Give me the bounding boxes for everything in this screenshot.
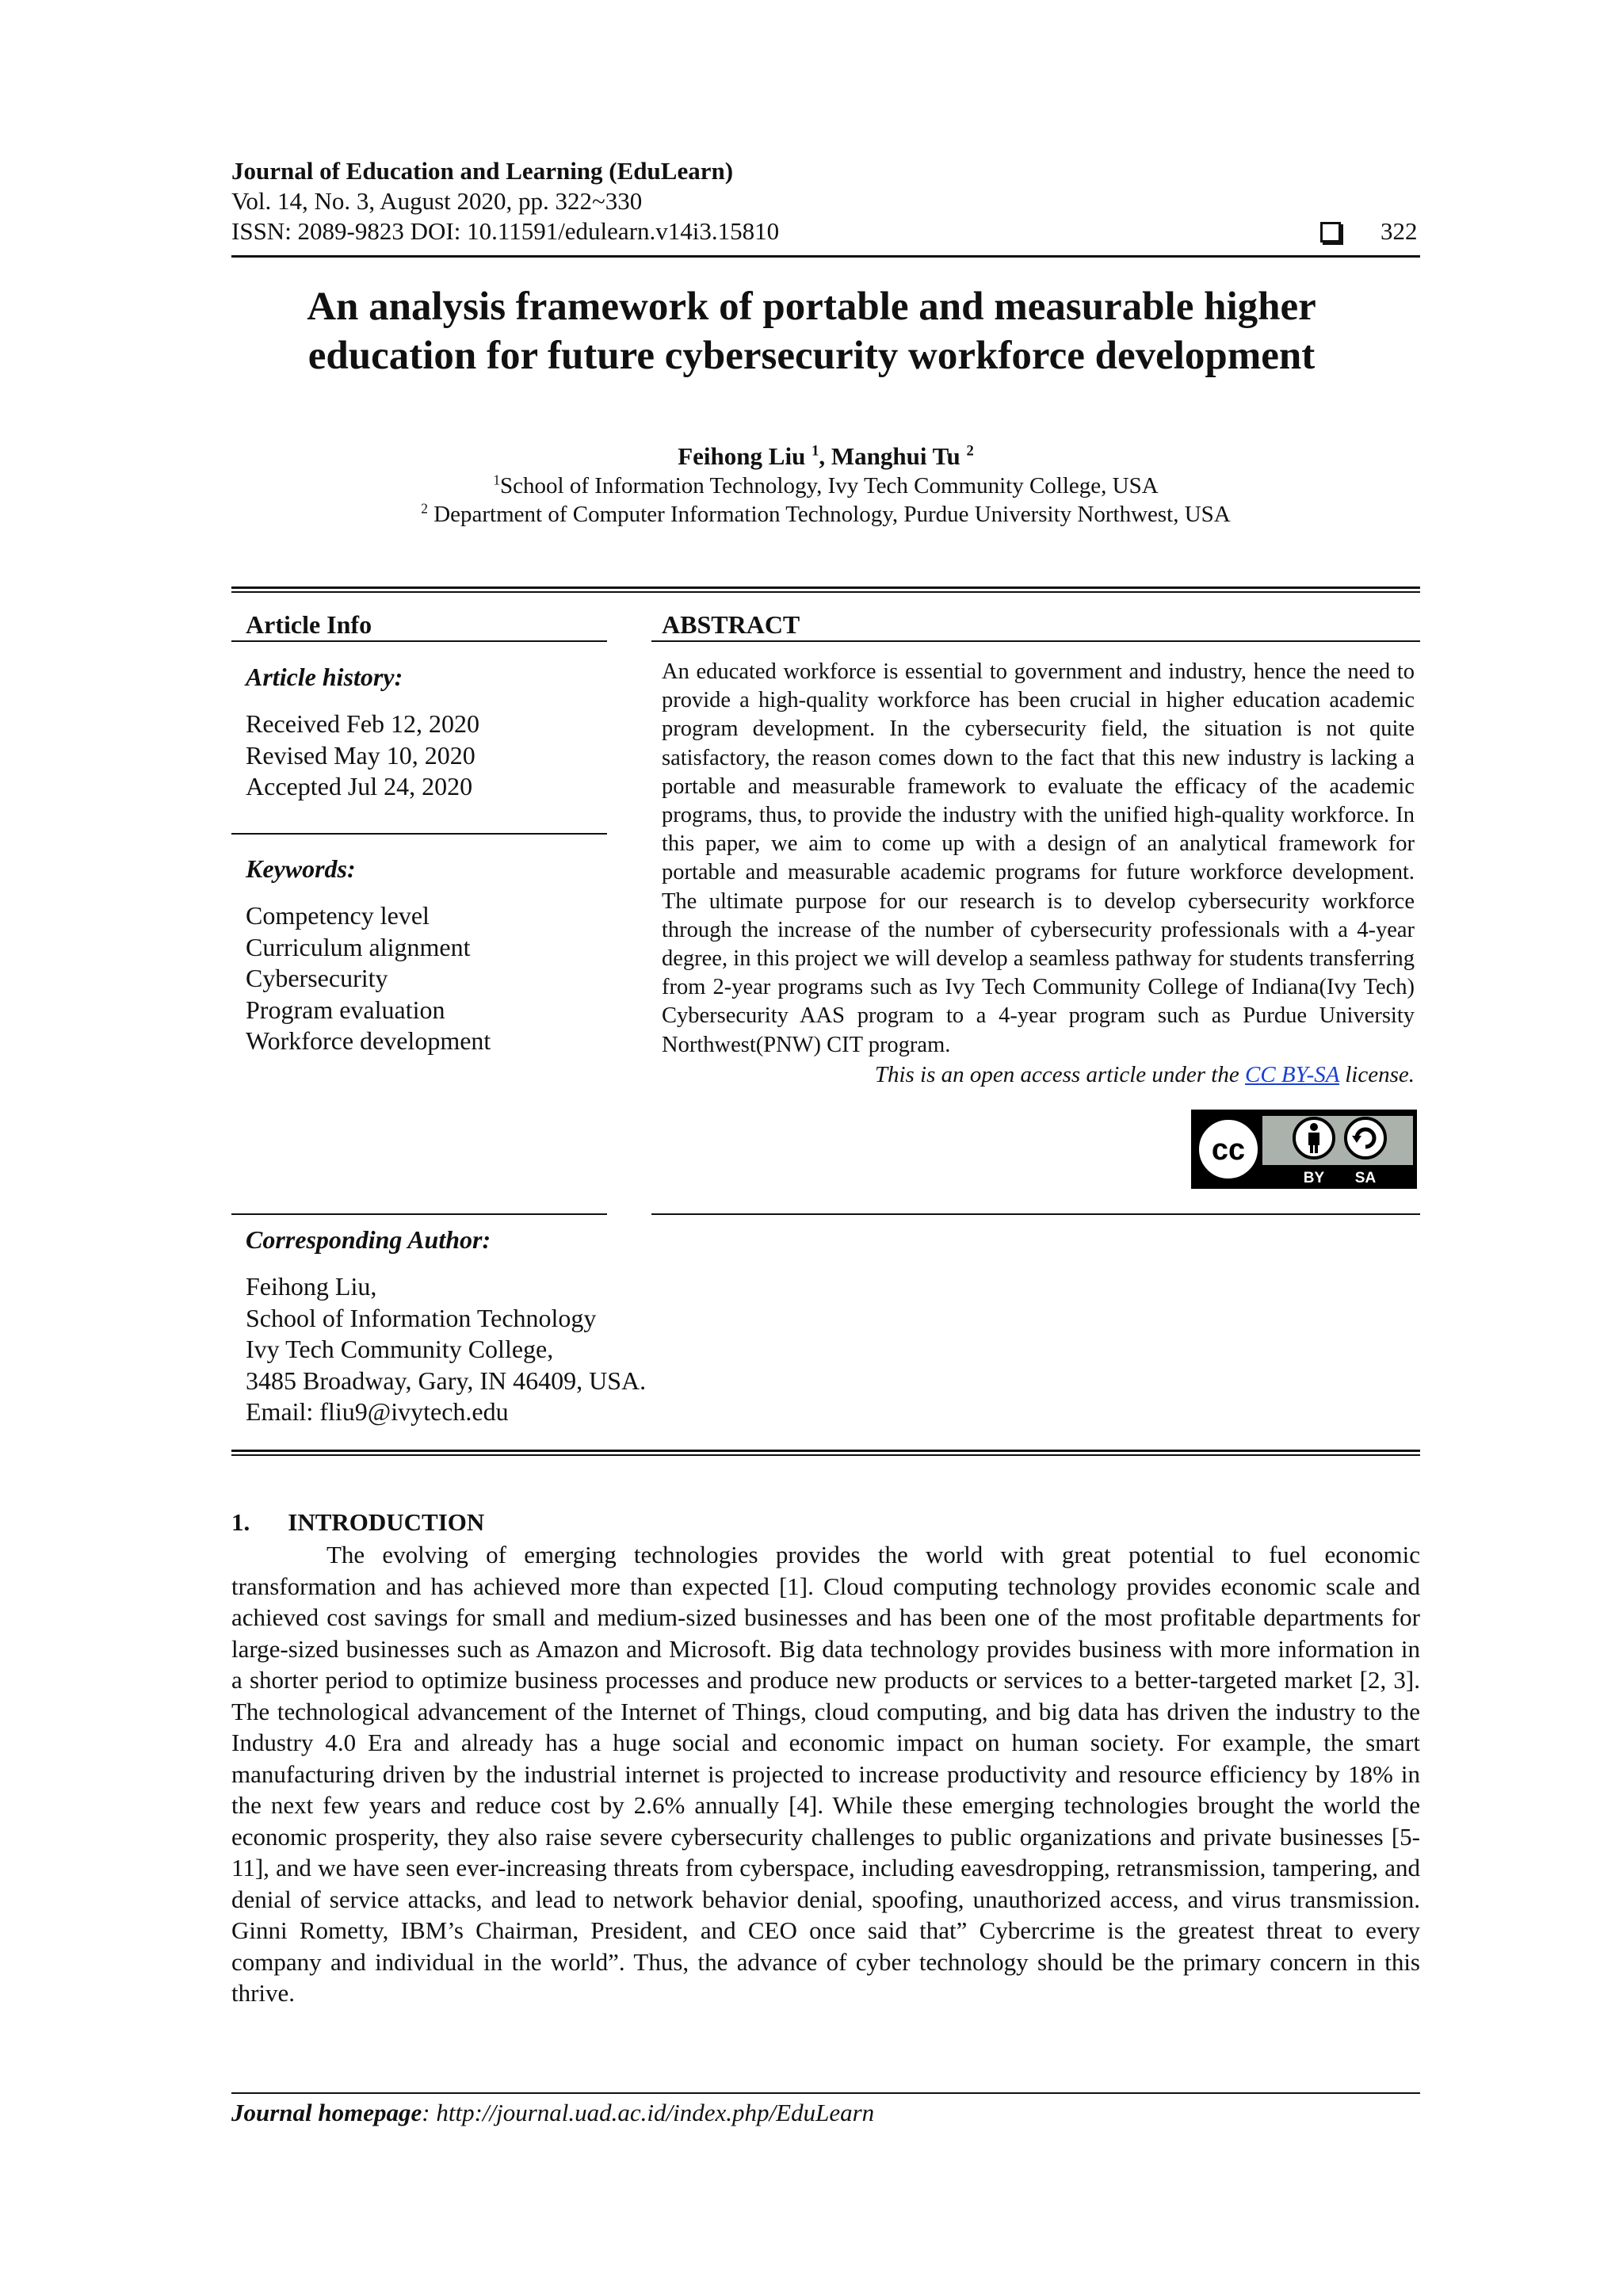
journal-name: Journal of Education and Learning (EduLearn) [231, 157, 734, 185]
author-affiliation-mark: 1 [812, 442, 819, 460]
author-address-line: 3485 Broadway, Gary, IN 46409, USA. [246, 1366, 647, 1395]
page-number: 322 [1381, 217, 1418, 245]
journal-volume: Vol. 14, No. 3, August 2020, pp. 322~330 [231, 187, 643, 215]
received-date: Received Feb 12, 2020 [246, 709, 480, 738]
affiliation-text: Department of Computer Information Technology, Purdue University Northwest, USA [427, 502, 1231, 527]
author-name: Feihong Liu [678, 442, 806, 470]
keyword: Workforce development [246, 1026, 491, 1055]
author-name: Manghui Tu [831, 442, 960, 470]
abstract-heading: ABSTRACT [662, 610, 800, 639]
license-statement [662, 1062, 1415, 1088]
title-line-2: education for future cybersecurity workforce development [307, 334, 1316, 378]
cc-logo-text: cc [1211, 1133, 1246, 1167]
author-college-line: Ivy Tech Community College, [246, 1335, 554, 1363]
keywords-label: Keywords: [246, 854, 356, 883]
license-prefix: This is an open access article under the [874, 1062, 1245, 1087]
license-suffix: license. [1338, 1062, 1415, 1087]
revised-date: Revised May 10, 2020 [246, 740, 475, 770]
author-affiliation-mark: 2 [966, 442, 974, 460]
affiliation-text: School of Information Technology, Ivy Tech Community College, USA [500, 473, 1159, 499]
footer-rule [231, 2092, 1420, 2094]
accepted-date: Accepted Jul 24, 2020 [246, 772, 473, 800]
cc-by-sa-link[interactable]: CC BY-SA [1245, 1062, 1339, 1087]
journal-issn-doi: ISSN: 2089-9823 DOI: 10.11591/edulearn.v14i3.15810 [231, 217, 780, 245]
abstract-body: An educated workforce is essential to government and industry, hence the need to provide a high-quality workforce has been crucial in higher education academic program development. In the cybersecurity field, the situation is not quite satisfactory, the reason comes down to the fact that this new industry is lacking a portable and measurable framework to evaluate the efficacy of the academic programs, thus, to provide the industry with the unified high-quality workforce. In this paper, we aim to come up with a design of an analytical framework for portable and measurable academic programs for future workforce development. The ultimate purpose for our research is to develop cybersecurity workforce through the increase of the number of cybersecurity professionals with a 4-year degree, in this project we will develop a seamless pathway for students transferring from 2-year programs such as Ivy Tech Community College of Indiana(Ivy Tech) Cybersecurity AAS program to a 4-year program such as Purdue University Northwest(PNW) CIT program. [662, 659, 1415, 1057]
section-heading-introduction [231, 1508, 484, 1537]
keyword: Competency level [246, 901, 430, 930]
header-rule [231, 255, 1420, 258]
author-school-line: School of Information Technology [246, 1303, 597, 1332]
affiliation-1 [231, 473, 1420, 499]
affiliation-mark: 1 [493, 472, 501, 488]
section-number: 1. [231, 1508, 250, 1536]
share-alike-icon [1346, 1118, 1385, 1158]
checkbox-bullet-icon [1320, 222, 1341, 243]
paper-title [198, 282, 1425, 380]
cc-by-sa-badge[interactable] [1191, 1110, 1417, 1189]
author-email-line: Email: fliu9@ivytech.edu [246, 1397, 509, 1426]
info-box-bottom-rule [231, 1450, 1420, 1456]
abstract-bottom-rule [651, 1213, 1420, 1215]
title-line-1: An analysis framework of portable and measurable higher [307, 285, 1316, 329]
corresponding-author-label: Corresponding Author: [246, 1225, 491, 1254]
article-info-heading: Article Info [246, 610, 372, 639]
article-info-underline [231, 640, 607, 642]
keyword: Curriculum alignment [246, 932, 471, 961]
keywords-list [246, 900, 491, 1057]
introduction-paragraph: The evolving of emerging technologies provides the world with great potential to fuel economic transformation and has achieved more than expected [1]. Cloud computing technology provides economic scale and achieved cost savings for small and medium-sized businesses and has been one of the most profitable departments for large-sized businesses such as Amazon and Microsoft. Big data technology provides business with more information in a shorter period to optimize business processes and produce new products or services to a better-targeted market [2, 3]. The technological advancement of the Internet of Things, cloud computing, and big data has driven the industry to the Industry 4.0 Era and already has a huge social and economic impact on human society. For example, the smart manufacturing driven by the industrial internet is projected to increase productivity and resource efficiency by 18% in the next few years and reduce cost by 2.6% annually [4]. While these emerging technologies brought the world the economic prosperity, they also raise severe cybersecurity challenges to public organizations and private businesses [5-11], and we have seen ever-increasing threats from cyberspace, including eavesdropping, retransmission, tampering, and denial of service attacks, and lead to network behavior denial, spoofing, unauthorized access, and virus transmission. Ginni Rometty, IBM’s Chairman, President, and CEO once said that” Cybercrime is the greatest threat to every company and individual in the world”. Thus, the advance of cyber technology should be the primary concern in this thrive. [231, 1541, 1420, 2007]
footer-label: Journal homepage [231, 2099, 422, 2126]
cc-by-label: BY [1303, 1170, 1325, 1186]
author-name-line: Feihong Liu, [246, 1272, 377, 1301]
history-divider [231, 833, 607, 835]
section-title: INTRODUCTION [288, 1508, 485, 1536]
attribution-person-icon [1294, 1118, 1334, 1158]
cc-sa-label: SA [1354, 1170, 1377, 1186]
abstract-underline [651, 640, 1420, 642]
keyword: Program evaluation [246, 995, 445, 1024]
article-history-label: Article history: [246, 663, 403, 691]
article-history-dates [246, 709, 479, 803]
author-separator: , [819, 442, 831, 470]
affiliation-mark: 2 [421, 500, 428, 517]
author-list [231, 442, 1420, 471]
keyword: Cybersecurity [246, 964, 388, 992]
journal-homepage [231, 2099, 874, 2127]
affiliation-2 [231, 502, 1420, 528]
corresponding-author-details [246, 1271, 646, 1428]
footer-url[interactable]: : http://journal.uad.ac.id/index.php/EduLearn [422, 2099, 875, 2126]
left-column-bottom-rule [231, 1213, 607, 1215]
info-box-top-rule [231, 586, 1420, 593]
